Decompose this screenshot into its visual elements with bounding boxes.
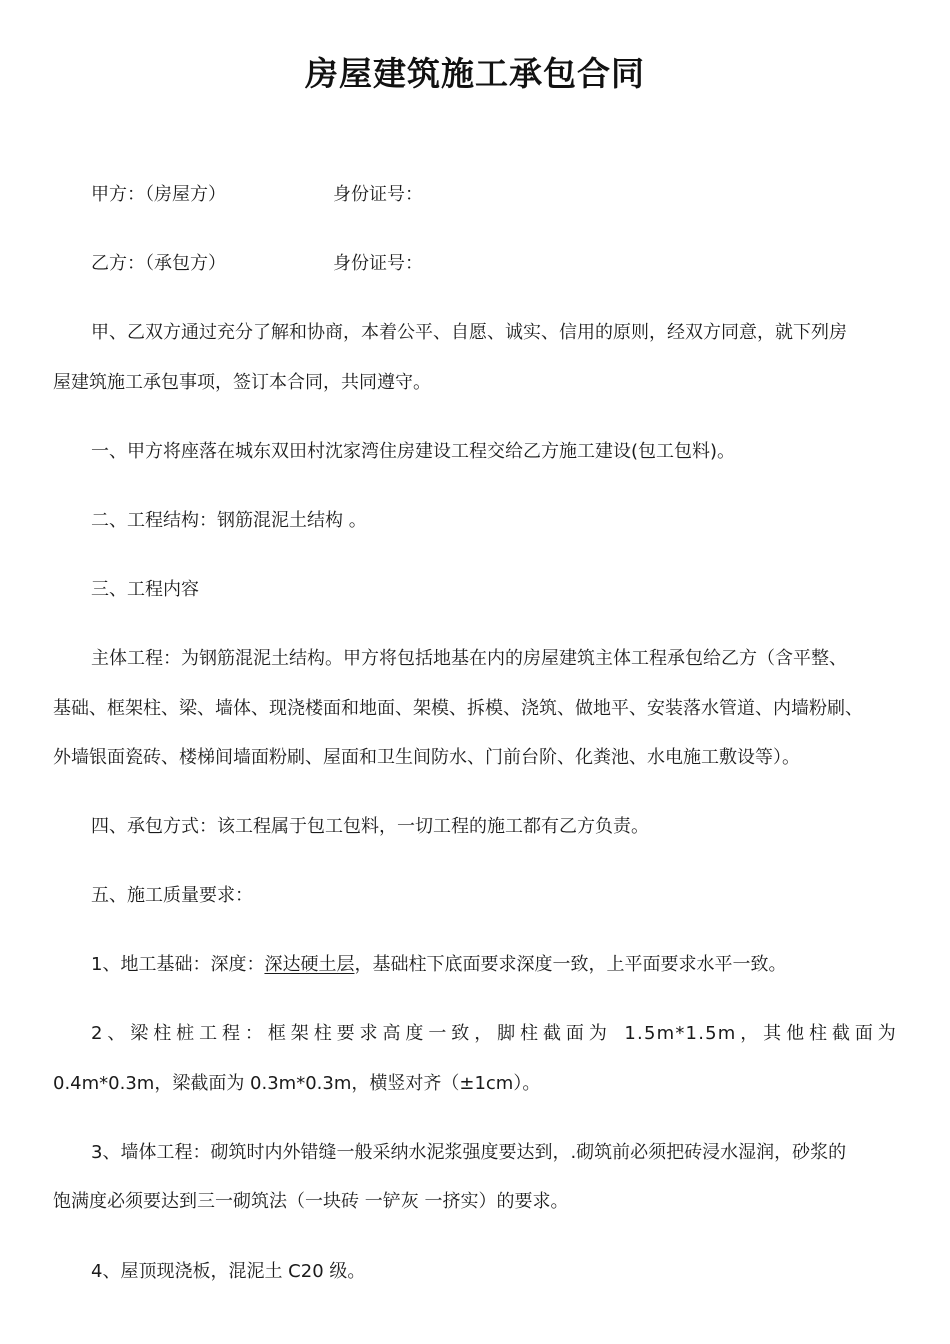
item-2-line-2: 0.4m*0.3m，梁截面为 0.3m*0.3m，横竖对齐（±1cm）。 — [53, 1073, 541, 1094]
item-1-suffix: ，基础柱下底面要求深度一致，上平面要求水平一致。 — [354, 954, 787, 975]
intro-line-2: 屋建筑施工承包事项，签订本合同，共同遵守。 — [53, 372, 431, 393]
main-works-line-2: 基础、框架柱、梁、墙体、现浇楼面和地面、架模、拆模、浇筑、做地平、安装落水管道、内墙粉刷、 — [53, 698, 863, 719]
party-b-id-label: 身份证号： — [333, 253, 423, 274]
item-1 — [91, 953, 786, 977]
item-3-line-2: 饱满度必须要达到三一砌筑法（一块砖 一铲灰 一挤实）的要求。 — [53, 1191, 569, 1212]
main-works-line-3: 外墙银面瓷砖、楼梯间墙面粉刷、屋面和卫生间防水、门前台阶、化粪池、水电施工敷设等）。 — [53, 747, 800, 768]
party-a-id-label: 身份证号： — [333, 184, 423, 205]
intro-line-1: 甲、乙双方通过充分了解和协商，本着公平、自愿、诚实、信用的原则，经双方同意，就下列房 — [91, 322, 847, 343]
clause-3: 三、工程内容 — [91, 579, 199, 600]
party-b-label: 乙方：（承包方） — [91, 253, 226, 274]
clause-1: 一、甲方将座落在城东双田村沈家湾住房建设工程交给乙方施工建设(包工包料)。 — [91, 441, 736, 462]
clause-5: 五、施工质量要求： — [91, 885, 253, 906]
item-3-line-1: 3、墙体工程：砌筑时内外错缝一般采纳水泥浆强度要达到，.砌筑前必须把砖浸水湿润，砂浆的 — [91, 1142, 847, 1163]
item-1-underlined: 深达硬土层 — [264, 954, 355, 975]
item-2-line-1: 2、梁柱桩工程：框架柱要求高度一致，脚柱截面为 1.5m*1.5m，其他柱截面为 — [91, 1023, 897, 1044]
clause-4: 四、承包方式：该工程属于包工包料，一切工程的施工都有乙方负责。 — [91, 816, 649, 837]
item-4: 4、屋顶现浇板，混泥土 C20 级。 — [91, 1261, 366, 1282]
party-a-label: 甲方：（房屋方） — [91, 184, 226, 205]
item-1-prefix: 1、地工基础：深度： — [91, 954, 265, 975]
clause-2: 二、工程结构：钢筋混泥土结构 。 — [91, 510, 367, 531]
main-works-line-1: 主体工程：为钢筋混泥土结构。甲方将包括地基在内的房屋建筑主体工程承包给乙方（含平整、 — [91, 648, 847, 669]
document-title: 房屋建筑施工承包合同 — [305, 54, 645, 93]
